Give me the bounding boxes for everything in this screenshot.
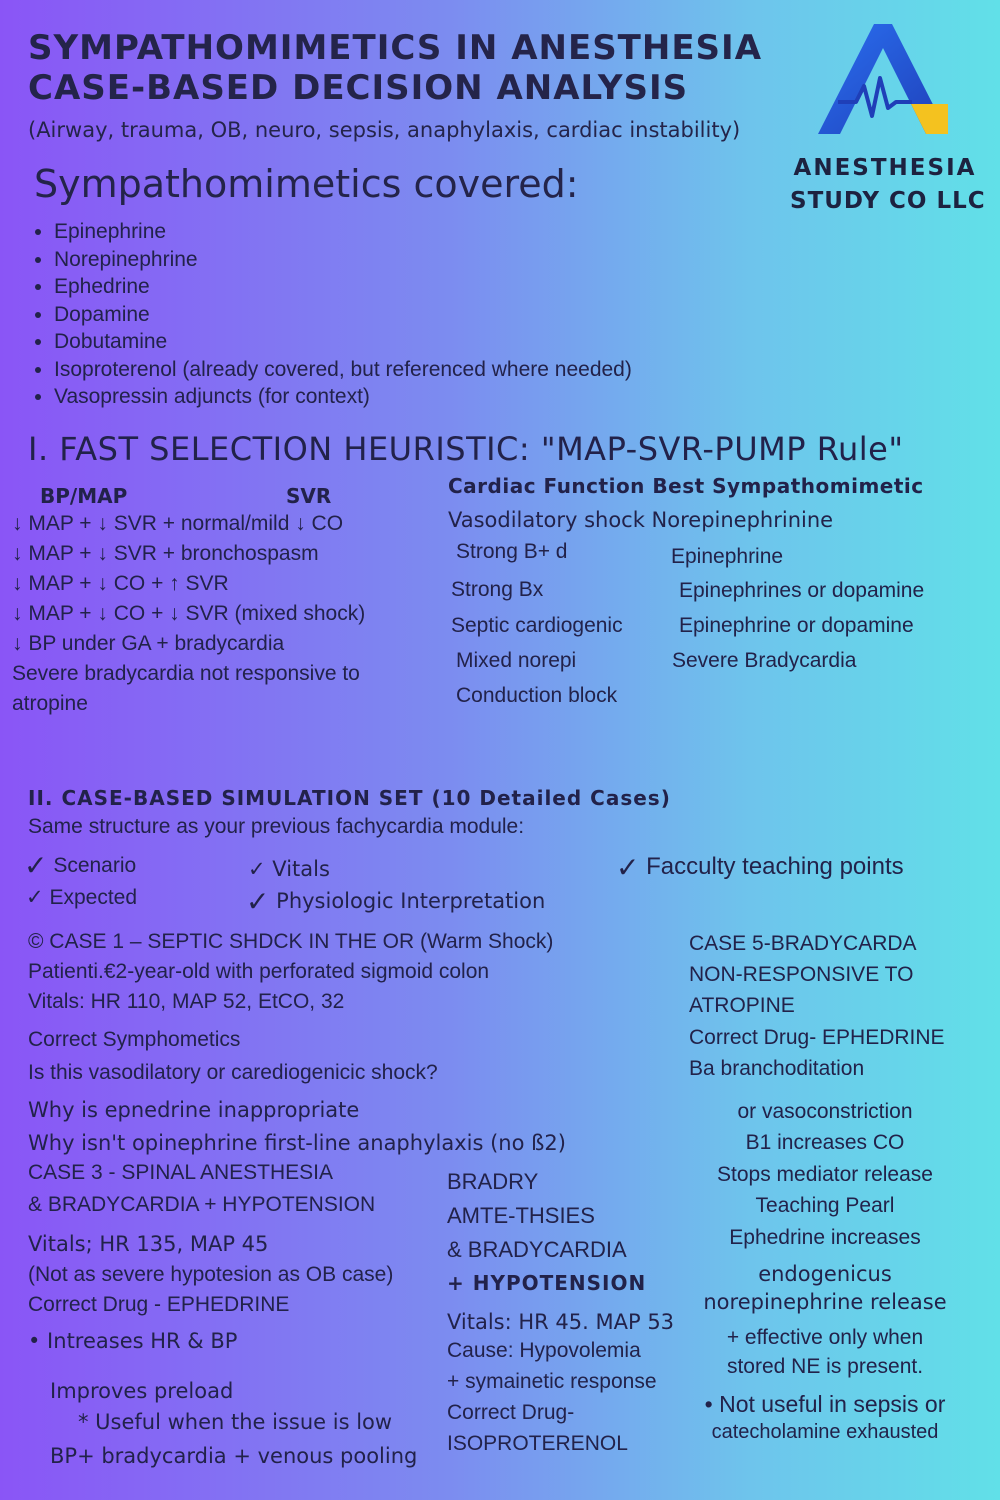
check-faculty: ✓ Facculty teaching points <box>616 852 904 883</box>
drug-row: Epinephrine or dopamine <box>679 614 914 637</box>
case-3-note: (Not as severe hypotesion as OB case) <box>28 1263 394 1286</box>
section-2-intro: Same structure as your previous fachycardia module: <box>28 815 525 838</box>
list-item: • Vasopressin adjuncts (for context) <box>54 383 632 411</box>
case-5-text: Ephedrine increases <box>729 1226 921 1249</box>
list-item: • Epinephrine <box>54 218 632 246</box>
covered-list <box>30 218 632 411</box>
case-5-correct: Correct Drug- EPHEDRINE <box>689 1026 945 1049</box>
title-line-1: SYMPATHOMIMETICS IN ANESTHESIA <box>28 28 763 68</box>
case-5-text: norepinephrine release <box>703 1290 947 1314</box>
check-expected: ✓ Expected <box>26 886 138 909</box>
cardiac-row: Strong B+ d <box>456 540 568 563</box>
list-item: • Ephedrine <box>54 273 632 301</box>
case-5-text: stored NE is present. <box>726 1355 924 1378</box>
heuristic-row: atropine <box>12 692 88 715</box>
case-1-question: Why isn't opinephrine first-line anaphylaxis (no ß2) <box>28 1131 566 1155</box>
check-icon: ✓ <box>248 857 266 881</box>
check-icon: ✓ <box>24 850 48 881</box>
middle-case-title: BRADRY <box>447 1169 539 1194</box>
case-5-text: endogenicus <box>758 1262 892 1286</box>
case-1-question: Is this vasodilatory or carediogenicic shock? <box>28 1061 438 1084</box>
cardiac-row: Strong Bx <box>451 578 544 601</box>
middle-case-title: + HYPOTENSION <box>447 1271 647 1295</box>
case-5-title: ATROPINE <box>689 994 795 1017</box>
drug-row: Severe Bradycardia <box>672 649 857 672</box>
case-3-useful: BP+ bradycardia + venous pooling <box>50 1444 418 1468</box>
column-header-svr: SVR <box>286 484 332 508</box>
check-physio: ✓ Physiologic Interpretation <box>246 885 546 918</box>
case-5-text: • Not useful in sepsis or <box>704 1391 946 1417</box>
case-5-text: Ba branchoditation <box>689 1057 865 1080</box>
middle-case-cause: Cause: Hypovolemia <box>447 1339 641 1362</box>
middle-case-symp: + symainetic response <box>447 1370 657 1393</box>
case-5-text: or vasoconstriction <box>737 1100 913 1123</box>
case-1-vitals: Vitals: HR 110, MAP 52, EtCO, 32 <box>28 990 345 1013</box>
heuristic-row: ↓ BP under GA + bradycardia <box>12 632 285 655</box>
column-header-bp-map: BP/MAP <box>40 484 128 508</box>
case-3-correct: Correct Drug - EPHEDRINE <box>28 1293 290 1316</box>
logo-a-icon <box>808 16 958 142</box>
case-5-title: NON-RESPONSIVE TO <box>689 963 914 986</box>
check-icon: ✓ <box>246 885 270 918</box>
middle-case-vitals: Vitals: HR 45. MAP 53 <box>447 1310 675 1334</box>
heuristic-row: ↓ MAP + ↓ CO + ↑ SVR <box>12 572 229 595</box>
case-5-pearl: Teaching Pearl <box>755 1194 895 1217</box>
middle-case-title: AMTE-THSIES <box>447 1203 595 1228</box>
case-3-vitals: Vitals; HR 135, MAP 45 <box>28 1232 269 1256</box>
section-1-heading: I. FAST SELECTION HEURISTIC: "MAP-SVR-PUMP Rule" <box>28 430 904 468</box>
subtitle: (Airway, trauma, OB, neuro, sepsis, anaphylaxis, cardiac instability) <box>28 118 741 142</box>
middle-case-correct: Correct Drug- <box>447 1401 575 1424</box>
case-5-text: Stops mediator release <box>717 1163 933 1186</box>
cardiac-row: Septic cardiogenic <box>451 614 623 637</box>
case-5-text: + effective only when <box>726 1326 924 1349</box>
list-item: • Dopamine <box>54 301 632 329</box>
check-vitals: ✓ Vitals <box>248 857 330 881</box>
heuristic-row: ↓ MAP + ↓ SVR + normal/mild ↓ CO <box>12 512 344 535</box>
list-item: • Norepinephrine <box>54 246 632 274</box>
case-1-correct: Correct Symphometics <box>28 1028 241 1051</box>
heuristic-row: Severe bradycardia not responsive to <box>12 662 360 685</box>
case-3-title: CASE 3 - SPINAL ANESTHESIA <box>28 1161 333 1184</box>
case-1-title: © CASE 1 – SEPTIC SHDCK IN THE OR (Warm Shock) <box>28 930 554 953</box>
cardiac-row: Conduction block <box>456 684 618 707</box>
middle-case-title: & BRADYCARDIA <box>447 1237 627 1262</box>
case-3-improves: Improves preload <box>50 1379 234 1403</box>
case-5-title: CASE 5-BRADYCARDA <box>689 932 917 955</box>
check-scenario: ✓ Scenario <box>24 850 137 881</box>
cardiac-row: Vasodilatory shock Norepinephrinine <box>448 508 834 532</box>
column-header-cardiac: Cardiac Function Best Sympathomimetic <box>448 474 924 498</box>
case-1-patient: Patienti.€2-year-old with perforated sigmoid colon <box>28 960 490 983</box>
heuristic-row: ↓ MAP + ↓ CO + ↓ SVR (mixed shock) <box>12 602 366 625</box>
check-icon: ✓ <box>26 886 44 909</box>
drug-row: Epinephrine <box>671 545 784 568</box>
title-line-2: CASE-BASED DECISION ANALYSIS <box>28 68 689 108</box>
logo-text-line-2: STUDY CO LLC <box>790 188 986 214</box>
list-item: • Isoproterenol (already covered, but referenced where needed) <box>54 356 632 384</box>
check-icon: ✓ <box>616 852 640 883</box>
drug-row: Epinephrines or dopamine <box>679 579 925 602</box>
cardiac-row: Mixed norepi <box>456 649 577 672</box>
list-item: • Dobutamine <box>54 328 632 356</box>
case-5-text: B1 increases CO <box>745 1131 905 1154</box>
section-2-heading: II. CASE-BASED SIMULATION SET (10 Detailed Cases) <box>28 786 671 810</box>
case-1-question: Why is epnedrine inappropriate <box>28 1098 360 1122</box>
middle-case-correct: ISOPROTERENOL <box>447 1432 628 1455</box>
case-3-bullet: • Intreases HR & BP <box>28 1329 238 1353</box>
case-3-title: & BRADYCARDIA + HYPOTENSION <box>28 1193 376 1216</box>
case-5-text: catecholamine exhausted <box>711 1421 939 1443</box>
covered-heading: Sympathomimetics covered: <box>34 162 579 206</box>
logo-text-line-1: ANESTHESIA <box>793 155 977 181</box>
case-3-useful: * Useful when the issue is low <box>78 1410 393 1434</box>
heuristic-row: ↓ MAP + ↓ SVR + bronchospasm <box>12 542 319 565</box>
